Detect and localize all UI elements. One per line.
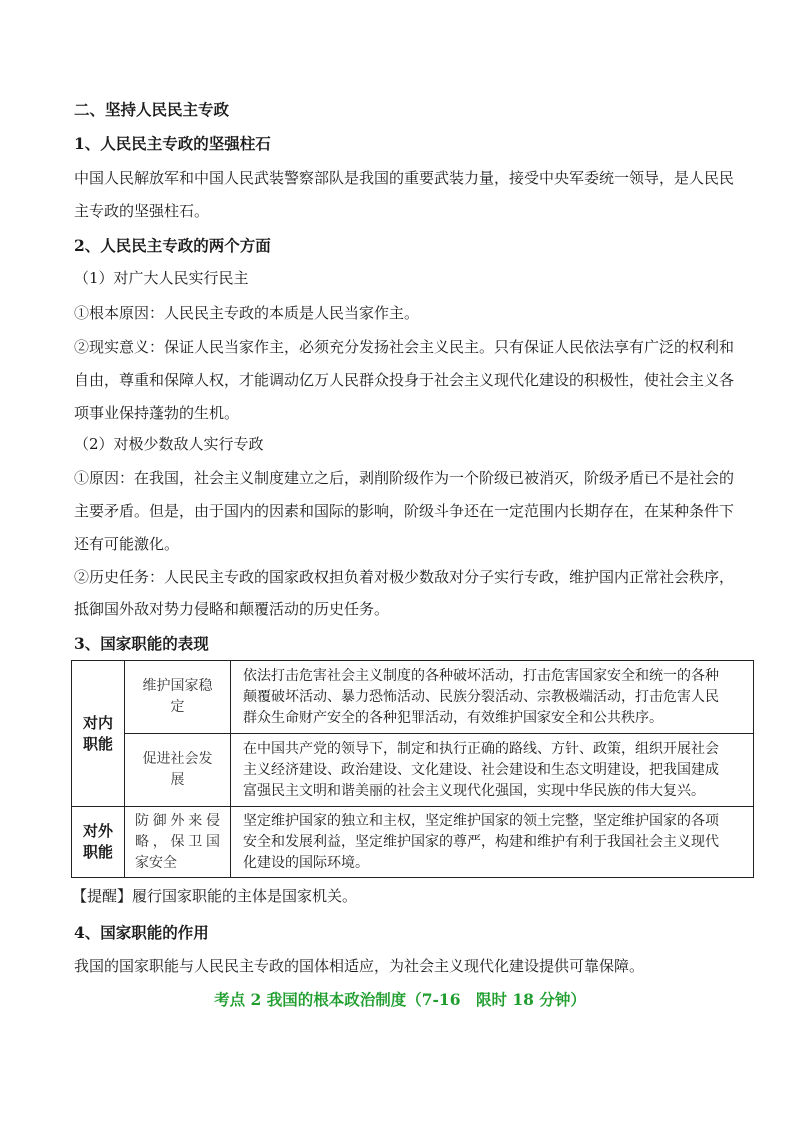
maintain-stability-cell: 维护国家稳 定 (125, 661, 231, 734)
internal-function-cell: 对内 职能 (72, 661, 125, 807)
heading-function-role: 4、国家职能的作用 (74, 923, 209, 942)
table-row (72, 807, 754, 878)
heading-state-functions: 3、国家职能的表现 (74, 634, 209, 653)
paragraph-line: ②历史任务：人民民主专政的国家政权担负着对极少数敌对分子实行专政，维护国内正常社会秩序， (74, 568, 735, 586)
paragraph-line: ①原因：在我国，社会主义制度建立之后，剥削阶级作为一个阶级已被消灭，阶级矛盾已不是社会的 (74, 469, 735, 487)
paragraph-line: 自由，尊重和保障人权，才能调动亿万人民群众投身于社会主义现代化建设的积极性，使社会主义各 (74, 371, 735, 389)
subheading-dictatorship: （2）对极少数敌人实行专政 (74, 435, 264, 453)
section-title: 二、坚持人民民主专政 (74, 100, 230, 119)
heading-pillar: 1、人民民主专政的坚强柱石 (74, 134, 271, 153)
promote-development-cell: 促进社会发 展 (125, 734, 231, 807)
paragraph-line: ②现实意义：保证人民当家作主，必须充分发扬社会主义民主。只有保证人民依法享有广泛的权利和 (74, 338, 735, 356)
table-row (72, 661, 754, 734)
heading-two-aspects: 2、人民民主专政的两个方面 (74, 236, 271, 255)
paragraph-line: 还有可能激化。 (74, 535, 180, 553)
subheading-democracy: （1）对广大人民实行民主 (74, 269, 249, 287)
paragraph-line: 主专政的坚强柱石。 (74, 202, 210, 220)
paragraph-line: 中国人民解放军和中国人民武装警察部队是我国的重要武装力量，接受中央军委统一领导，是人民民 (74, 169, 735, 187)
table-row (72, 734, 754, 807)
maintain-stability-desc: 依法打击危害社会主义制度的各种破坏活动，打击危害国家安全和统一的各种 颠覆破坏活动、暴力恐怖活动、民族分裂活动、宗教极端活动，打击危害人民 群众生命财产安全的各种犯罪活动，有效维护国家安全和公共秩序。 (231, 661, 754, 734)
paragraph-line: 抵御国外敌对势力侵略和颠覆活动的历史任务。 (74, 600, 390, 618)
state-functions-table (71, 660, 754, 878)
paragraph-line: 主要矛盾。但是，由于国内的因素和国际的影响，阶级斗争还在一定范围内长期存在，在某种条件下 (74, 502, 735, 520)
paragraph-line: 项事业保持蓬勃的生机。 (74, 404, 240, 422)
paragraph-line: 我国的国家职能与人民民主专政的国体相适应，为社会主义现代化建设提供可靠保障。 (74, 957, 645, 975)
paragraph-line: ①根本原因：人民民主专政的本质是人民当家作主。 (74, 304, 420, 322)
topic-banner: 考点 2 我国的根本政治制度（7-16 限时 18 分钟） (214, 990, 586, 1009)
external-function-cell: 对外 职能 (72, 807, 125, 878)
promote-development-desc: 在中国共产党的领导下，制定和执行正确的路线、方针、政策，组织开展社会 主义经济建设、政治建设、文化建设、社会建设和生态文明建设，把我国建成 富强民主文明和谐美丽的社会主义现代化强国，实现中华民族的伟大复兴。 (231, 734, 754, 807)
defend-security-cell: 防御外来侵 略，保卫国 家安全 (125, 807, 231, 878)
reminder-note: 【提醒】履行国家职能的主体是国家机关。 (72, 887, 358, 905)
defend-security-desc: 坚定维护国家的独立和主权，坚定维护国家的领土完整，坚定维护国家的各项 安全和发展利益，坚定维护国家的尊严，构建和维护有利于我国社会主义现代 化建设的国际环境。 (231, 807, 754, 878)
